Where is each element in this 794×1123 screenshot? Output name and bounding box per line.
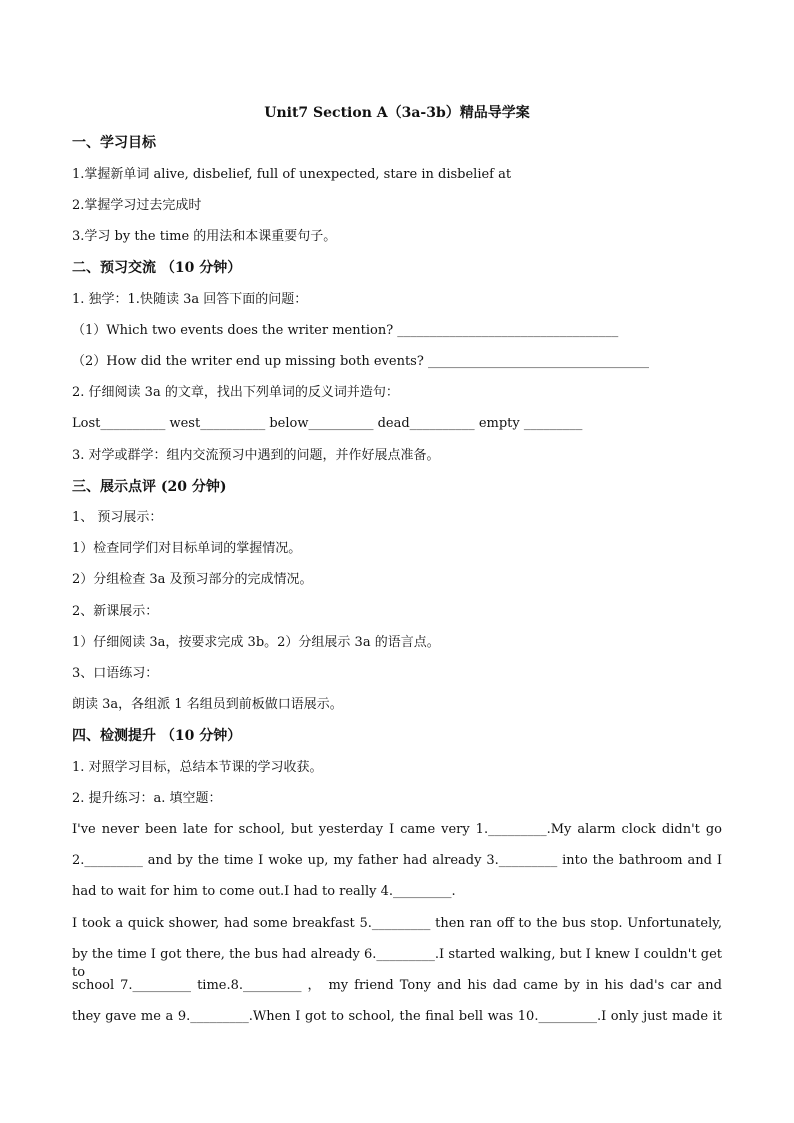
section-heading-objectives: 一、学习目标 bbox=[72, 135, 156, 151]
question-item: （2）How did the writer end up missing both events? __________________________________ bbox=[72, 354, 649, 369]
section-heading-assessment: 四、检测提升 （10 分钟） bbox=[72, 728, 242, 744]
section-heading-preview: 二、预习交流 （10 分钟） bbox=[72, 260, 242, 276]
presentation-item: 1）检查同学们对目标单词的掌握情况。 bbox=[72, 541, 302, 556]
passage-line: they gave me a 9._________.When I got to school, the final bell was 10._________.I only just made it bbox=[72, 1009, 722, 1024]
assessment-item: 2. 提升练习：a. 填空题： bbox=[72, 791, 222, 806]
preview-item: 1. 独学：1.快随读 3a 回答下面的问题： bbox=[72, 292, 308, 307]
antonym-blanks: Lost__________ west__________ below__________ dead__________ empty _________ bbox=[72, 416, 583, 431]
page-title: Unit7 Section A（3a-3b）精品导学案 bbox=[264, 105, 530, 121]
preview-item: 2. 仔细阅读 3a 的文章，找出下列单词的反义词并造句： bbox=[72, 385, 399, 400]
question-item: （1）Which two events does the writer mention? __________________________________ bbox=[72, 323, 619, 338]
presentation-item: 1）仔细阅读 3a，按要求完成 3b。2）分组展示 3a 的语言点。 bbox=[72, 635, 440, 650]
passage-line: had to wait for him to come out.I had to really 4._________. bbox=[72, 884, 456, 899]
passage-line: by the time I got there, the bus had already 6._________.I started walking, but I knew I couldn't get to bbox=[72, 947, 722, 980]
objective-item: 2.掌握学习过去完成时 bbox=[72, 198, 202, 213]
objective-item: 1.掌握新单词 alive, disbelief, full of unexpected, stare in disbelief at bbox=[72, 167, 512, 182]
section-heading-presentation: 三、展示点评 (20 分钟) bbox=[72, 479, 227, 495]
presentation-item: 朗读 3a，各组派 1 名组员到前板做口语展示。 bbox=[72, 697, 343, 712]
presentation-item: 1、 预习展示： bbox=[72, 510, 163, 525]
passage-line: school 7._________ time.8._________ ， my friend Tony and his dad came by in his dad's car and bbox=[72, 978, 722, 993]
presentation-item: 2）分组检查 3a 及预习部分的完成情况。 bbox=[72, 572, 313, 587]
presentation-item: 3、口语练习： bbox=[72, 666, 159, 681]
preview-item: 3. 对学或群学：组内交流预习中遇到的问题，并作好展点准备。 bbox=[72, 448, 440, 463]
objective-item: 3.学习 by the time 的用法和本课重要句子。 bbox=[72, 229, 337, 244]
assessment-item: 1. 对照学习目标，总结本节课的学习收获。 bbox=[72, 760, 323, 775]
presentation-item: 2、新课展示： bbox=[72, 604, 159, 619]
passage-line: 2._________ and by the time I woke up, my father had already 3._________ into the bathroom and I bbox=[72, 853, 722, 868]
passage-line: I took a quick shower, had some breakfast 5._________ then ran off to the bus stop. Unfortunately, bbox=[72, 916, 722, 931]
passage-line: I've never been late for school, but yesterday I came very 1._________.My alarm clock didn't go bbox=[72, 822, 722, 837]
